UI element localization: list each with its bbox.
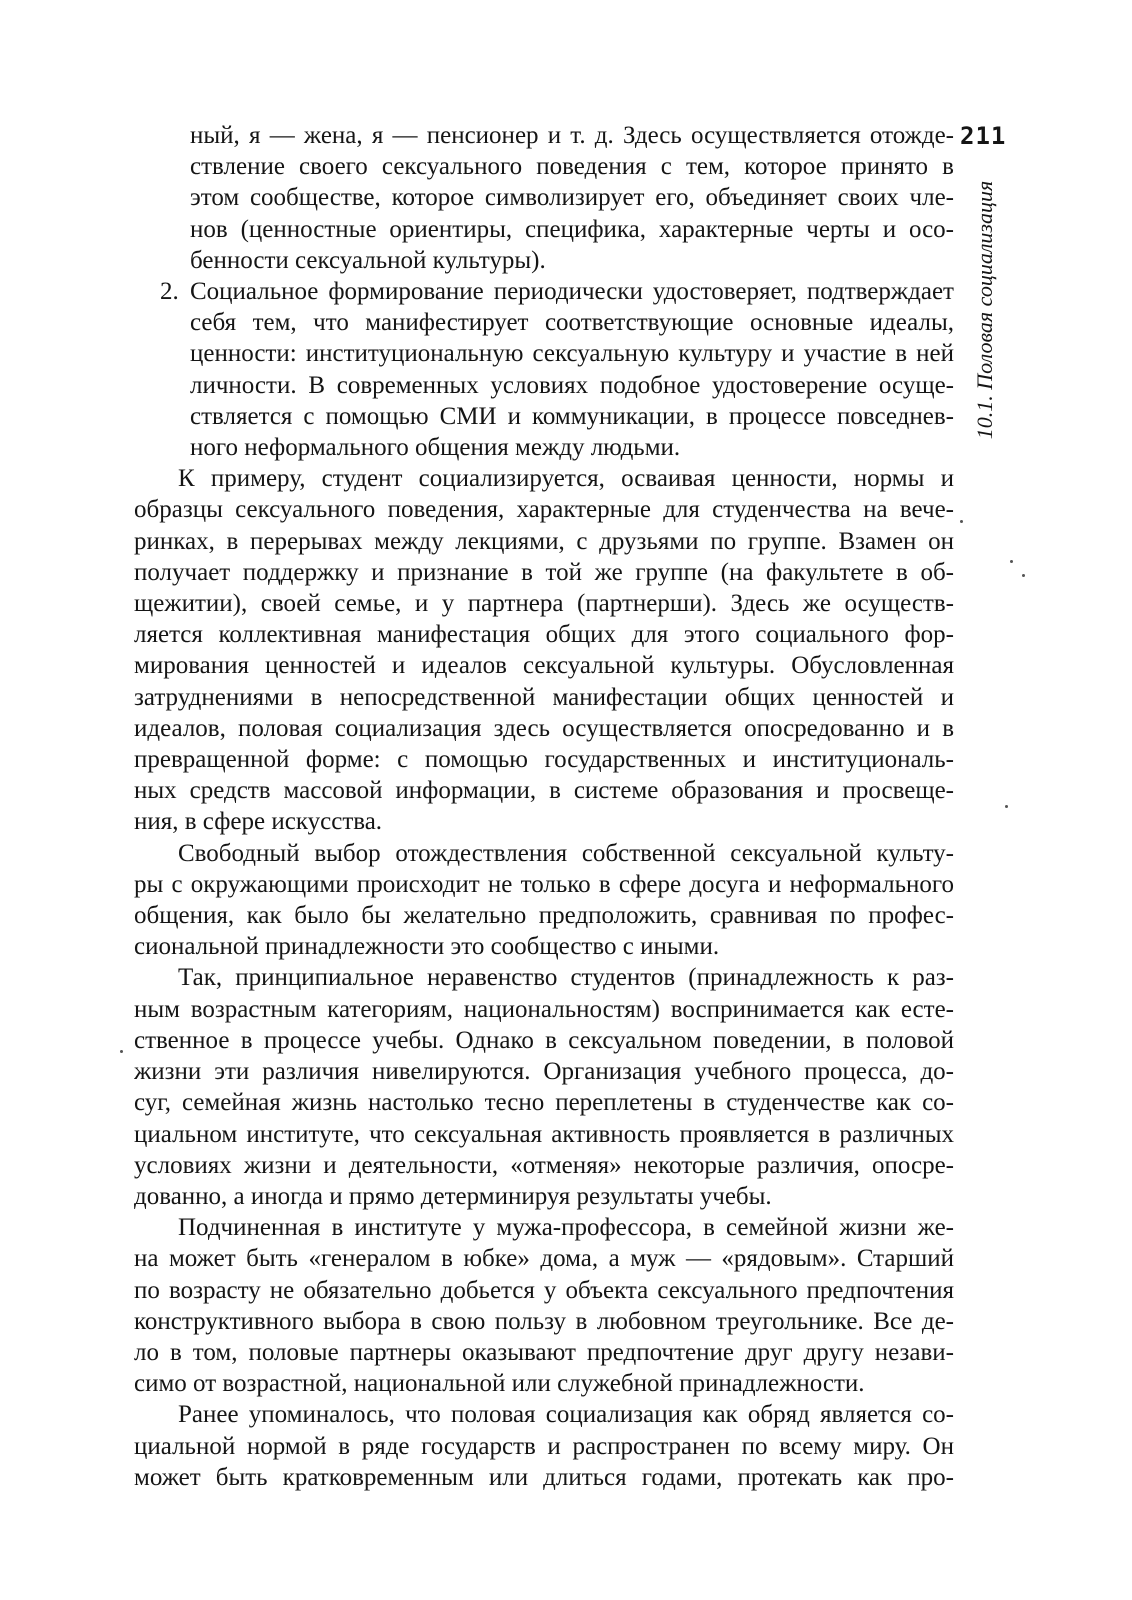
scan-speck bbox=[1010, 560, 1013, 563]
scan-speck bbox=[960, 520, 963, 523]
text-line: условиях жизни и деятельности, «отменяя» некоторые различия, опосре- bbox=[134, 1151, 954, 1179]
paragraph-3 bbox=[134, 962, 954, 1212]
text-line: суг, семейная жизнь настолько тесно переплетены в студенчестве как со- bbox=[134, 1089, 954, 1117]
text-line: конструктивного выбора в свою пользу в любовном треугольнике. Все де- bbox=[134, 1307, 954, 1335]
text-line: циальном институте, что сексуальная активность проявляется в различных bbox=[134, 1120, 954, 1148]
page-number: 211 bbox=[960, 122, 1007, 150]
text-line: ло в том, половые партнеры оказывают предпочтение друг другу незави- bbox=[134, 1338, 954, 1366]
text-line: ценности: институциональную сексуальную культуру и участие в ней bbox=[190, 340, 954, 368]
text-line: ный, я — жена, я — пенсионер и т. д. Здесь осуществляется отожде- bbox=[190, 122, 954, 149]
text-line: идеалов, половая социализация здесь осуществляется опосредованно и в bbox=[134, 714, 954, 742]
scan-speck bbox=[1005, 805, 1008, 808]
running-head: 10.1. Половая социализация bbox=[972, 180, 997, 440]
text-line: Так, принципиальное неравенство студентов (принадлежность к раз- bbox=[178, 964, 954, 992]
text-line: себя тем, что манифестирует соответствующие основные идеалы, bbox=[190, 309, 954, 337]
text-line: ных средств массовой информации, в системе образования и просвеще- bbox=[134, 777, 954, 805]
text-line: на может быть «генералом в юбке» дома, а муж — «рядовым». Старший bbox=[134, 1245, 954, 1273]
text-line: Социальное формирование периодически удостоверяет, подтверждает bbox=[190, 278, 954, 306]
text-line: ляется коллективная манифестация общих для этого социального фор- bbox=[134, 621, 954, 649]
text-line: может быть кратковременным или длиться годами, протекать как про- bbox=[134, 1463, 954, 1491]
text-line: Подчиненная в институте у мужа-профессора, в семейной жизни же- bbox=[178, 1214, 954, 1242]
text-line: личности. В современных условиях подобное удостоверение осуще- bbox=[190, 371, 954, 399]
text-line: ния, в сфере искусства. bbox=[134, 808, 383, 836]
text-line: ственное в процессе учебы. Однако в сексуальном поведении, в половой bbox=[134, 1026, 954, 1054]
text-line: сиональной принадлежности это сообщество с иными. bbox=[134, 933, 720, 961]
text-line: ствляется с помощью СМИ и коммуникации, в процессе повседнев- bbox=[190, 402, 954, 430]
text-line: К примеру, студент социализируется, осваивая ценности, нормы и bbox=[178, 465, 954, 493]
list-item-2 bbox=[134, 276, 954, 463]
text-line: Ранее упоминалось, что половая социализация как обряд является со- bbox=[178, 1401, 954, 1429]
text-line: ры с окружающими происходит не только в сфере досуга и неформального bbox=[134, 870, 954, 898]
list-marker: 2. bbox=[160, 278, 179, 306]
text-line: циальной нормой в ряде государств и распространен по всему миру. Он bbox=[134, 1432, 954, 1460]
text-line: этом сообществе, которое символизирует его, объединяет своих чле- bbox=[190, 184, 954, 212]
text-line: симо от возрастной, национальной или служебной принадлежности. bbox=[134, 1370, 865, 1398]
text-line: ным возрастным категориям, национальностям) воспринимается как есте- bbox=[134, 995, 954, 1023]
text-line: образцы сексуального поведения, характерные для студенчества на вече- bbox=[134, 496, 954, 524]
text-line: ствление своего сексуального поведения с тем, которое принято в bbox=[190, 153, 954, 181]
text-line: ринках, в перерывах между лекциями, с друзьями по группе. Взамен он bbox=[134, 527, 954, 555]
text-line: дованно, а иногда и прямо детерминируя результаты учебы. bbox=[134, 1182, 772, 1210]
paragraph-4 bbox=[134, 1212, 954, 1399]
text-line: мирования ценностей и идеалов сексуальной культуры. Обусловленная bbox=[134, 652, 954, 680]
body-text bbox=[134, 120, 954, 1493]
text-line: жизни эти различия нивелируются. Организация учебного процесса, до- bbox=[134, 1058, 954, 1086]
scan-speck bbox=[1022, 574, 1025, 577]
text-line: общения, как было бы желательно предположить, сравнивая по профес- bbox=[134, 902, 954, 930]
text-line: ного неформального общения между людьми. bbox=[190, 434, 681, 462]
paragraph-2 bbox=[134, 838, 954, 963]
text-line: нов (ценностные ориентиры, специфика, характерные черты и осо- bbox=[190, 215, 954, 243]
paragraph-1 bbox=[134, 463, 954, 837]
text-line: по возрасту не обязательно добьется у объекта сексуального предпочтения bbox=[134, 1276, 954, 1304]
text-line: получает поддержку и признание в той же группе (на факультете в об- bbox=[134, 558, 954, 586]
text-line: бенности сексуальной культуры). bbox=[190, 246, 546, 274]
scan-speck bbox=[120, 1050, 123, 1053]
text-line: превращенной форме: с помощью государственных и институциональ- bbox=[134, 746, 954, 774]
text-line: щежитии), своей семье, и у партнера (партнерши). Здесь же осуществ- bbox=[134, 590, 954, 618]
text-line: Свободный выбор отождествления собственной сексуальной культу- bbox=[178, 839, 954, 867]
text-line: затруднениями в непосредственной манифестации общих ценностей и bbox=[134, 683, 954, 711]
paragraph-5 bbox=[134, 1399, 954, 1493]
list-item-1-continuation bbox=[134, 120, 954, 276]
